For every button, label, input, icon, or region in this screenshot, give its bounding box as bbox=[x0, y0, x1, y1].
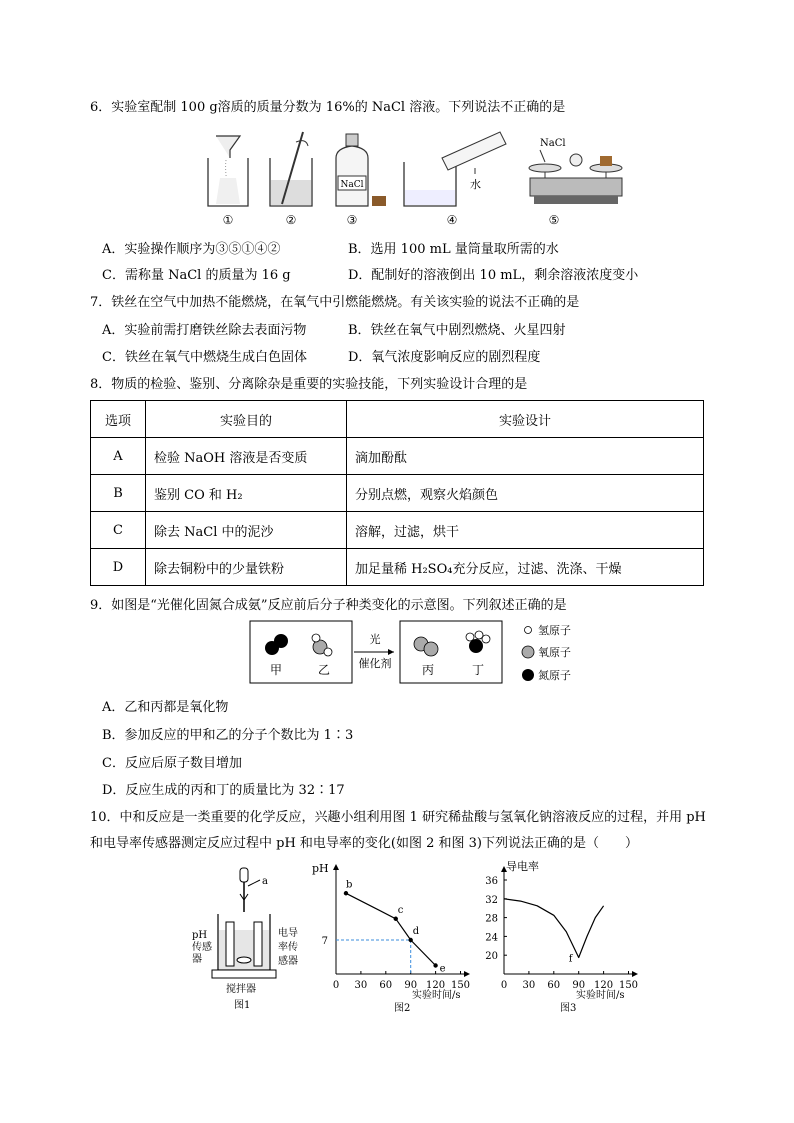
q10-stem-line1: 10．中和反应是一类重要的化学反应，兴趣小组利用图 1 研究稀盐酸与氢氧化钠溶液反应的过程，并用 pH bbox=[90, 810, 706, 825]
fig3-y-tick: 20 bbox=[485, 951, 498, 963]
q6-option-c[interactable]: C．需称量 NaCl 的质量为 16 g bbox=[102, 268, 291, 283]
fig2-point-label: c bbox=[397, 904, 404, 916]
fig3-y-tick: 28 bbox=[485, 913, 498, 925]
q6-figure bbox=[200, 128, 630, 230]
row-c-option: C bbox=[91, 512, 146, 549]
table-row bbox=[91, 549, 704, 586]
header-purpose: 实验目的 bbox=[146, 401, 347, 438]
q8-stem: 8．物质的检验、鉴别、分离除杂是重要的实验技能，下列实验设计合理的是 bbox=[90, 377, 528, 392]
fig-label-3: ③ bbox=[346, 213, 358, 227]
fig2-x-tick: 30 bbox=[354, 980, 368, 991]
molecule-yi: 乙 bbox=[317, 663, 331, 677]
water-label: 水 bbox=[470, 178, 481, 191]
q9-stem: 9．如图是“光催化固氮合成氨”反应前后分子种类变化的示意图。下列叙述正确的是 bbox=[90, 598, 567, 613]
fig3-ylabel: 导电率 bbox=[506, 860, 539, 873]
fig2-point bbox=[394, 917, 398, 921]
fig3-point-label: f bbox=[568, 953, 573, 965]
q9-option-c[interactable]: C．反应后原子数目增加 bbox=[102, 756, 242, 771]
q7-option-a[interactable]: A．实验前需打磨铁丝除去表面污物 bbox=[102, 323, 307, 338]
q6-option-d[interactable]: D．配制好的溶液倒出 10 mL，剩余溶液浓度变小 bbox=[348, 268, 639, 283]
beaker-icon bbox=[212, 914, 276, 978]
molecule-jia: 甲 bbox=[269, 663, 283, 677]
q6-option-b[interactable]: B．选用 100 mL 量筒量取所需的水 bbox=[348, 242, 559, 257]
fig2-y-tick: 7 bbox=[321, 936, 328, 947]
q8-table bbox=[90, 400, 704, 586]
fig2-ph-chart bbox=[308, 858, 478, 1016]
fig-label-4: ④ bbox=[446, 213, 458, 227]
row-b-option: B bbox=[91, 475, 146, 512]
balance-label: NaCl bbox=[540, 138, 566, 149]
q7-option-c[interactable]: C．铁丝在氧气中燃烧生成白色固体 bbox=[102, 350, 307, 365]
fig2-point bbox=[433, 963, 437, 967]
fig2-xlabel: 实验时间/s bbox=[412, 990, 461, 1001]
fig3-x-tick: 60 bbox=[547, 980, 561, 991]
fig3-conductivity-chart bbox=[476, 858, 646, 1016]
row-d-purpose: 除去铜粉中的少量铁粉 bbox=[146, 549, 347, 586]
bottle-label: NaCl bbox=[340, 180, 364, 190]
arrow-light-label: 光 bbox=[369, 633, 381, 646]
fig2-caption: 图2 bbox=[394, 1003, 411, 1014]
fig2-x-tick: 0 bbox=[332, 980, 340, 991]
ph-sensor-3: 器 bbox=[192, 954, 202, 965]
fig2-point bbox=[344, 891, 348, 895]
fig-label-1: ① bbox=[222, 213, 234, 227]
stirrer-label: 搅拌器 bbox=[226, 984, 256, 995]
oxygen-atom-icon bbox=[522, 646, 534, 658]
nitrogen-molecule-icon bbox=[265, 634, 288, 655]
cond-sensor-1: 电导 bbox=[278, 928, 298, 939]
q9-option-a[interactable]: A．乙和丙都是氧化物 bbox=[102, 700, 229, 715]
beaker-stirring-icon bbox=[270, 132, 312, 206]
table-row bbox=[91, 512, 704, 549]
table-row bbox=[91, 438, 704, 475]
molecule-bing: 丙 bbox=[421, 663, 435, 677]
legend bbox=[522, 623, 571, 682]
water-molecule-icon bbox=[312, 634, 332, 656]
row-d-design: 加足量稀 H₂SO₄充分反应，过滤、洗涤、干燥 bbox=[347, 549, 704, 586]
row-a-design: 滴加酚酞 bbox=[347, 438, 704, 475]
row-a-purpose: 检验 NaOH 溶液是否变质 bbox=[146, 438, 347, 475]
fig2-x-tick: 60 bbox=[379, 980, 393, 991]
beaker-funnel-icon bbox=[208, 136, 248, 206]
fig-label-5: ⑤ bbox=[548, 213, 560, 227]
ph-sensor-1: pH bbox=[192, 930, 208, 941]
fig1-caption: 图1 bbox=[234, 1000, 251, 1011]
label-a: a bbox=[262, 876, 268, 887]
ph-sensor-2: 传感 bbox=[192, 942, 212, 953]
fig2-x-tick: 90 bbox=[404, 980, 418, 991]
fig2-point-label: e bbox=[439, 963, 446, 975]
fig3-x-tick: 150 bbox=[618, 980, 639, 991]
fig3-series-line bbox=[504, 899, 604, 958]
beaker-pouring-icon bbox=[404, 132, 506, 206]
fig2-point bbox=[409, 938, 413, 942]
dropper-icon bbox=[240, 868, 260, 912]
q9-option-d[interactable]: D．反应生成的丙和丁的质量比为 32∶17 bbox=[102, 783, 345, 798]
fig3-y-tick: 24 bbox=[485, 932, 498, 944]
row-b-design: 分别点燃，观察火焰颜色 bbox=[347, 475, 704, 512]
fig1-apparatus bbox=[188, 866, 306, 1016]
fig2-x-tick: 150 bbox=[450, 980, 471, 991]
q10-stem-line2: 和电导率传感器测定反应过程中 pH 和电导率的变化(如图 2 和图 3)下列说法正确的是（ ） bbox=[90, 836, 639, 851]
q6-stem: 6．实验室配制 100 g溶质的质量分数为 16%的 NaCl 溶液。下列说法不正确的是 bbox=[90, 100, 566, 115]
legend-nitrogen: 氮原子 bbox=[538, 669, 571, 682]
nacl-bottle-icon bbox=[336, 134, 386, 206]
header-option: 选项 bbox=[91, 401, 146, 438]
reaction-arrow-icon bbox=[354, 649, 394, 655]
fig3-y-tick: 32 bbox=[485, 894, 498, 906]
fig2-ylabel: pH bbox=[312, 862, 329, 875]
q7-stem: 7．铁丝在空气中加热不能燃烧，在氧气中引燃能燃烧。有关该实验的说法不正确的是 bbox=[90, 295, 580, 310]
q7-option-d[interactable]: D．氧气浓度影响反应的剧烈程度 bbox=[348, 350, 541, 365]
q7-option-b[interactable]: B．铁丝在氧气中剧烈燃烧、火星四射 bbox=[348, 323, 566, 338]
fig3-x-tick: 90 bbox=[572, 980, 586, 991]
fig-label-2: ② bbox=[285, 213, 297, 227]
cond-sensor-3: 感器 bbox=[278, 956, 298, 967]
row-c-design: 溶解，过滤，烘干 bbox=[347, 512, 704, 549]
oxygen-molecule-icon bbox=[414, 637, 438, 656]
nitrogen-atom-icon bbox=[522, 669, 534, 681]
table-header-row bbox=[91, 401, 704, 438]
fig2-point-label: b bbox=[345, 879, 353, 891]
fig2-x-tick: 120 bbox=[426, 980, 446, 991]
molecule-ding: 丁 bbox=[471, 663, 485, 677]
q9-option-b[interactable]: B．参加反应的甲和乙的分子个数比为 1∶3 bbox=[102, 728, 354, 743]
fig3-x-tick: 120 bbox=[594, 980, 614, 991]
fig3-xlabel: 实验时间/s bbox=[576, 990, 625, 1001]
arrow-catalyst-label: 催化剂 bbox=[358, 657, 392, 670]
row-c-purpose: 除去 NaCl 中的泥沙 bbox=[146, 512, 347, 549]
fig2-point-label: d bbox=[412, 926, 420, 937]
row-a-option: A bbox=[91, 438, 146, 475]
fig3-x-tick: 30 bbox=[522, 980, 536, 991]
legend-oxygen: 氧原子 bbox=[538, 646, 571, 659]
q9-molecule-diagram bbox=[248, 618, 588, 688]
table-row bbox=[91, 475, 704, 512]
row-d-option: D bbox=[91, 549, 146, 586]
hydrogen-atom-icon bbox=[525, 627, 532, 634]
q6-option-a[interactable]: A．实验操作顺序为③⑤①④② bbox=[102, 242, 281, 257]
fig2-series-line bbox=[346, 893, 436, 965]
fig3-x-tick: 0 bbox=[500, 980, 508, 991]
fig3-y-tick: 36 bbox=[485, 876, 498, 887]
fig3-caption: 图3 bbox=[560, 1003, 577, 1014]
balance-icon bbox=[529, 138, 622, 204]
cond-sensor-2: 率传 bbox=[278, 942, 298, 953]
ammonia-molecule-icon bbox=[466, 631, 490, 653]
row-b-purpose: 鉴别 CO 和 H₂ bbox=[146, 475, 347, 512]
legend-hydrogen: 氢原子 bbox=[538, 624, 571, 637]
header-design: 实验设计 bbox=[347, 401, 704, 438]
